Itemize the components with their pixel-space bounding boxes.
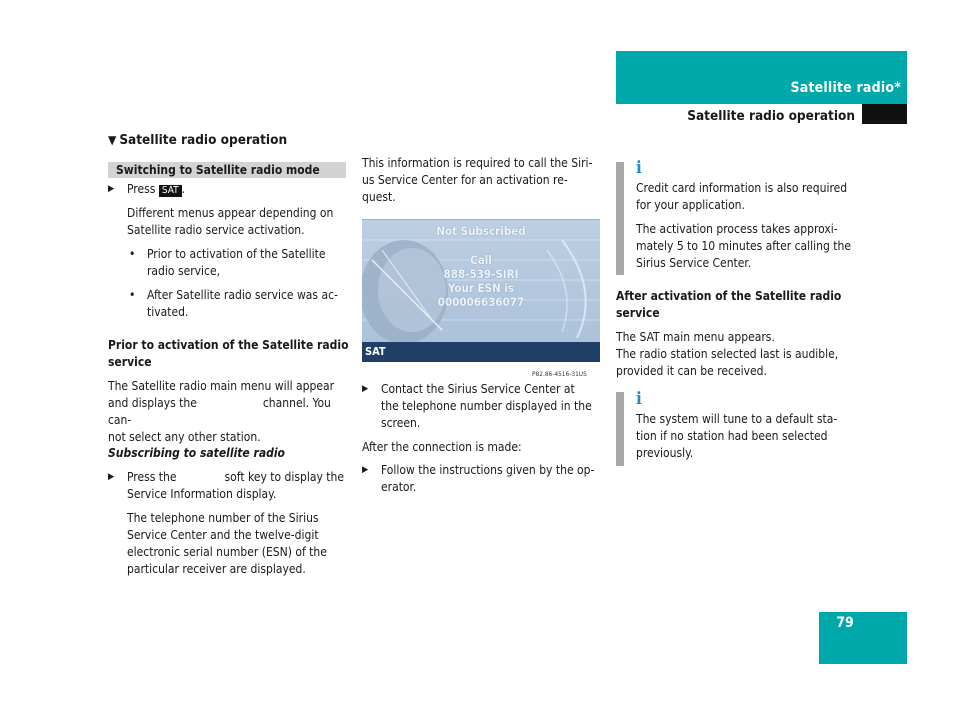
step-arrow-icon: ▶ xyxy=(108,472,115,482)
text-line: mately 5 to 10 minutes after calling the xyxy=(636,239,852,253)
text-line: The system will tune to a default sta- xyxy=(636,412,838,426)
prior-heading xyxy=(108,337,353,371)
info-paragraph xyxy=(362,155,607,206)
press-label: Press xyxy=(127,182,156,196)
text-line: service xyxy=(108,355,152,369)
text-line: The Satellite radio main menu will appear xyxy=(108,379,335,393)
prior-paragraph xyxy=(108,378,353,446)
text-line: not select any other station. xyxy=(108,430,261,444)
step-arrow-icon: ▶ xyxy=(108,184,115,194)
text-line: radio service, xyxy=(147,264,221,278)
figure-caption: P82.86-4516-31US xyxy=(532,370,587,378)
text-line: The telephone number of the Sirius xyxy=(127,511,319,525)
bullet-list xyxy=(127,246,352,321)
list-item xyxy=(127,287,352,321)
step-press-sat xyxy=(108,181,348,198)
text-line: Sirius Service Center. xyxy=(636,256,752,270)
text-line xyxy=(127,469,353,486)
text-line: Prior to activation of the Satellite radio xyxy=(108,338,349,352)
gray-subheading xyxy=(108,162,346,178)
text-line: Service Center and the twelve-digit xyxy=(127,528,319,542)
text-line: electronic serial number (ESN) of the xyxy=(127,545,327,559)
text-line xyxy=(108,395,353,429)
text-fragment: and displays the xyxy=(108,396,197,410)
text-line: provided it can be received. xyxy=(616,364,767,378)
text-line: Contact the Sirius Service Center at xyxy=(381,382,575,396)
gray-subheading-text: Switching to Satellite radio mode xyxy=(116,163,320,177)
section-tab-marker xyxy=(862,104,907,124)
text-line: Satellite radio service activation. xyxy=(127,223,305,237)
note-sidebar xyxy=(616,162,624,275)
note-sidebar xyxy=(616,392,624,466)
step-arrow-icon: ▶ xyxy=(362,465,369,475)
screen-phone-number: 888-539-SIRI xyxy=(443,267,519,281)
info-note xyxy=(636,389,866,462)
screen-status-bar xyxy=(362,342,600,362)
info-icon: ℹ xyxy=(636,158,642,178)
step-arrow-icon: ▶ xyxy=(362,384,369,394)
screen-esn-label: Your ESN is xyxy=(447,281,515,295)
text-line: us Service Center for an activation re- xyxy=(362,173,568,187)
bullet-icon: • xyxy=(129,288,136,302)
page-number: 79 xyxy=(836,615,854,631)
phone-paragraph xyxy=(127,510,357,578)
text-line: the telephone number displayed in the xyxy=(381,399,592,413)
text-line: previously. xyxy=(636,446,694,460)
text-line: erator. xyxy=(381,480,417,494)
sat-key: SAT xyxy=(159,185,182,197)
info-icon: ℹ xyxy=(636,389,642,409)
screen-mode-label: SAT xyxy=(365,345,386,358)
screen-esn-value: 000006636077 xyxy=(437,295,525,309)
text-line: service xyxy=(616,306,660,320)
after-connection-text: After the connection is made: xyxy=(362,440,522,454)
after-activation-paragraph xyxy=(616,329,866,380)
info-note xyxy=(636,158,866,272)
text-line: The SAT main menu appears. xyxy=(616,330,775,344)
triangle-down-icon: ▼ xyxy=(108,133,117,147)
text-line: This information is required to call the Siri- xyxy=(362,156,593,170)
step-press-softkey xyxy=(108,469,353,503)
section-heading xyxy=(108,132,287,149)
text-line: for your application. xyxy=(636,198,745,212)
text-line: screen. xyxy=(381,416,421,430)
screen-status-text: Not Subscribed xyxy=(436,224,526,238)
list-item xyxy=(127,246,352,280)
text-line: tivated. xyxy=(147,305,189,319)
section-subtitle: Satellite radio operation xyxy=(687,108,855,124)
text-line: Different menus appear depending on xyxy=(127,206,334,220)
text-line: Prior to activation of the Satellite xyxy=(147,247,326,261)
text-line: Service Information display. xyxy=(127,487,277,501)
text-line: particular receiver are displayed. xyxy=(127,562,306,576)
chapter-title: Satellite radio* xyxy=(790,80,901,96)
after-activation-heading xyxy=(616,288,866,322)
display-screenshot xyxy=(362,219,600,362)
bullet-icon: • xyxy=(129,247,136,261)
step-contact xyxy=(362,381,607,432)
screen-call-label: Call xyxy=(470,253,492,267)
text-line: quest. xyxy=(362,190,396,204)
text-line: The activation process takes approxi- xyxy=(636,222,838,236)
text-fragment: soft key to display the xyxy=(224,470,345,484)
text-line: Follow the instructions given by the op- xyxy=(381,463,595,477)
text-line: After activation of the Satellite radio xyxy=(616,289,842,303)
section-heading-text: Satellite radio operation xyxy=(119,132,288,148)
text-line: tion if no station had been selected xyxy=(636,429,828,443)
text-fragment: channel. You can- xyxy=(108,396,331,427)
press-suffix: . xyxy=(181,182,186,196)
menus-paragraph xyxy=(127,205,352,239)
text-line: After Satellite radio service was ac- xyxy=(147,288,338,302)
text-fragment: Press the xyxy=(127,470,177,484)
subscribing-heading: Subscribing to satellite radio xyxy=(108,446,285,460)
step-follow xyxy=(362,462,607,496)
text-line: Credit card information is also required xyxy=(636,181,848,195)
text-line: The radio station selected last is audible, xyxy=(616,347,839,361)
